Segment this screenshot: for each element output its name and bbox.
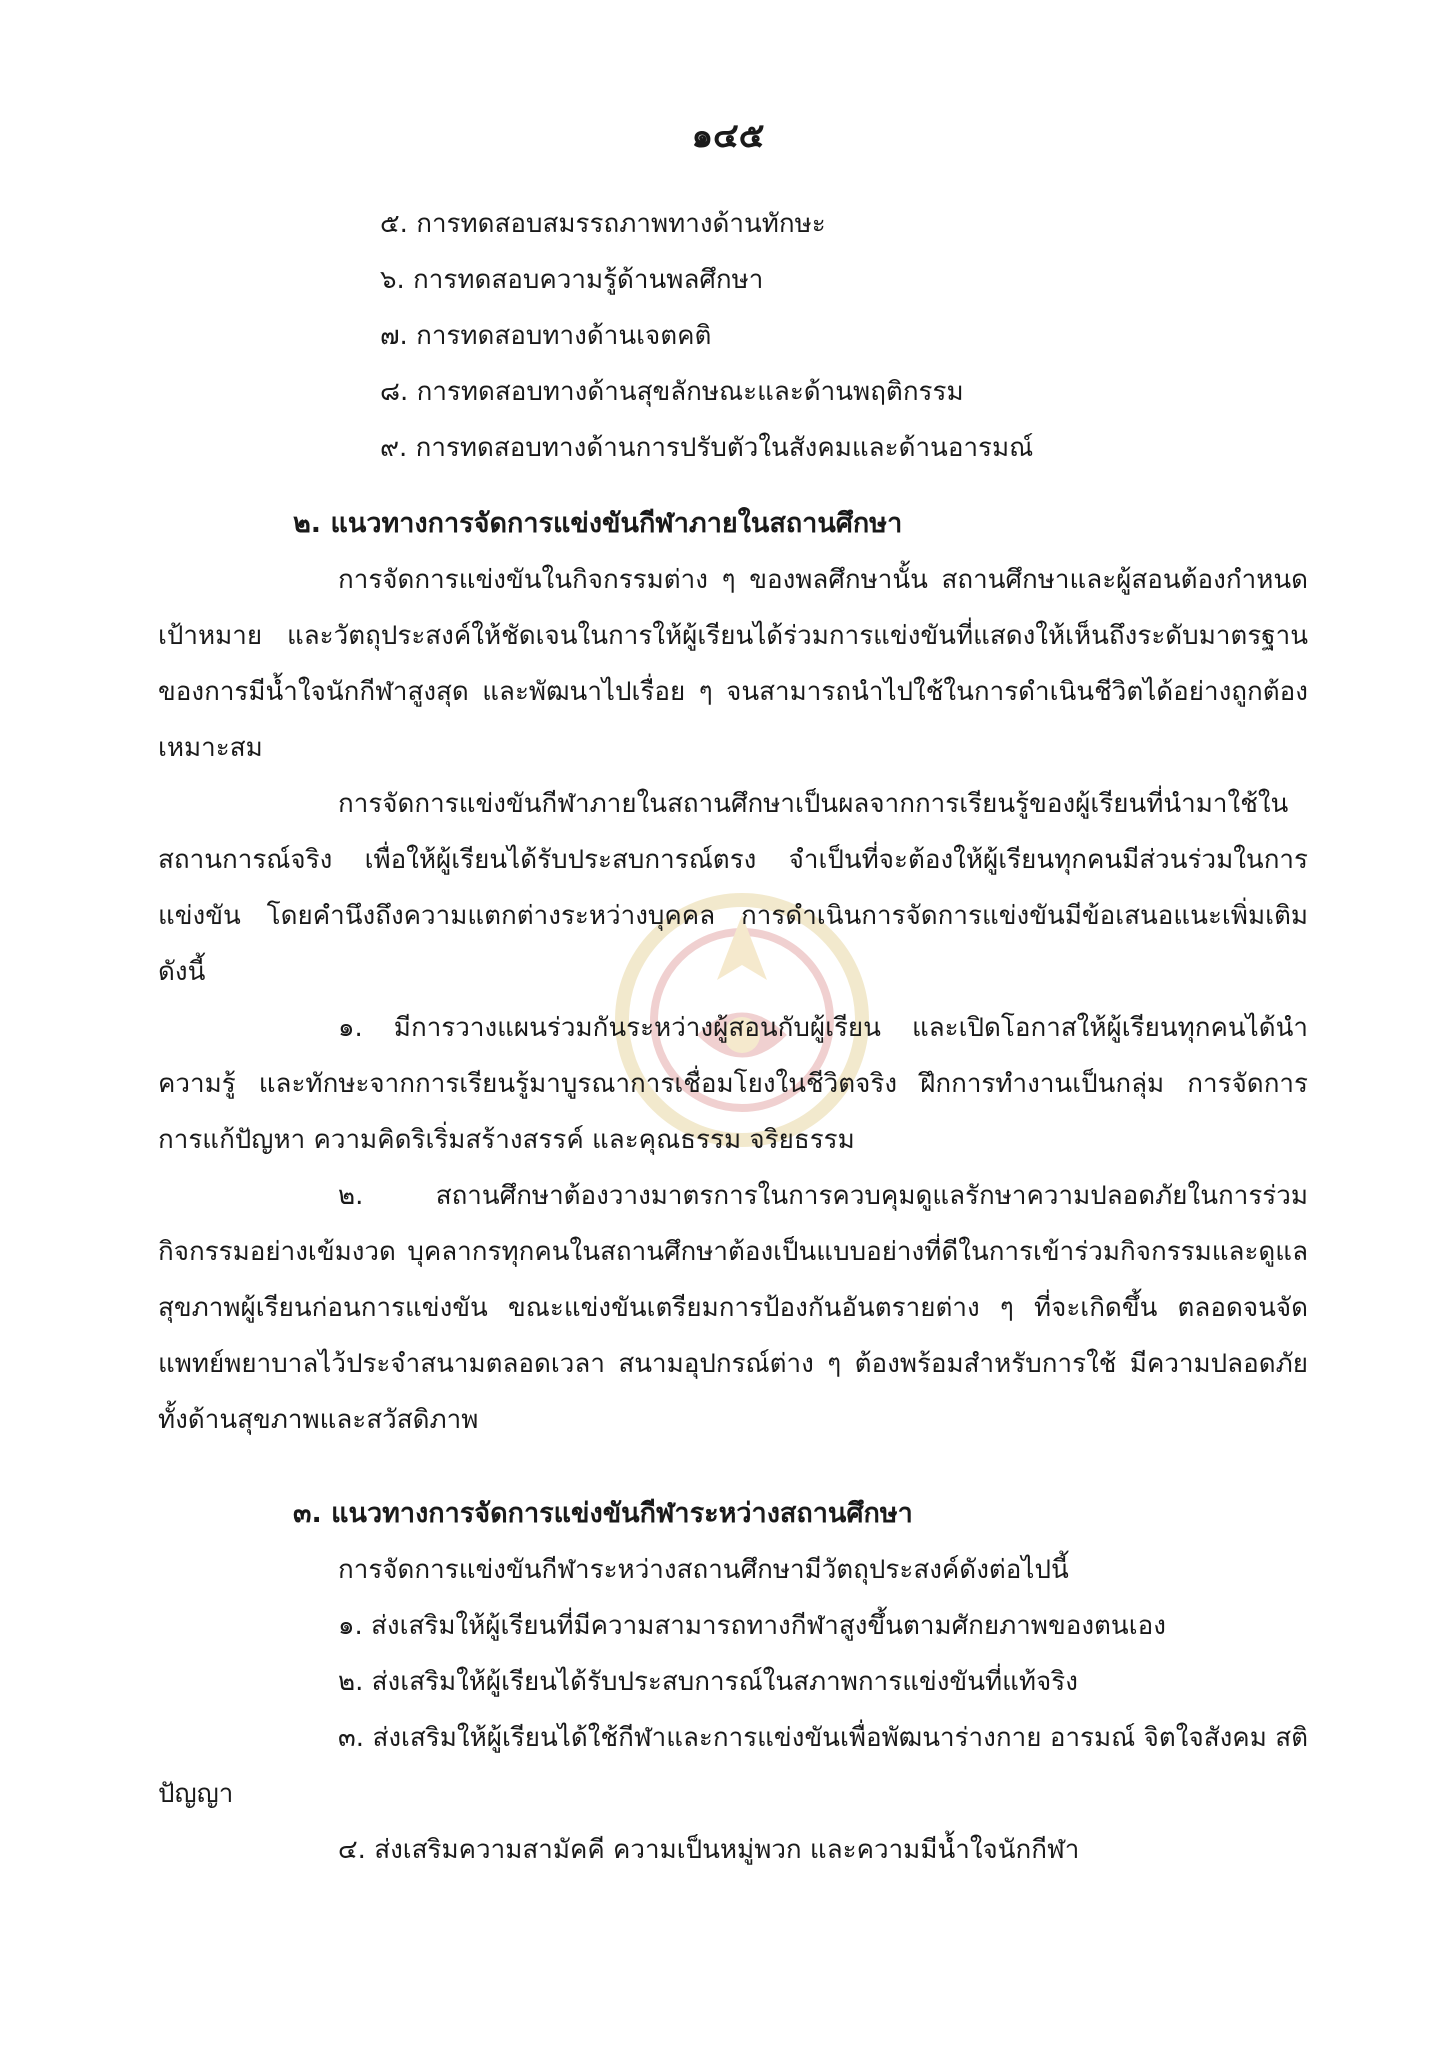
- numbered-paragraph: ๔. ส่งเสริมความสามัคคี ความเป็นหมู่พวก และความมีน้ำใจนักกีฬา: [338, 1835, 1080, 1865]
- numbered-paragraph: ๒. ส่งเสริมให้ผู้เรียนได้รับประสบการณ์ในสภาพการแข่งขันที่แท้จริง: [338, 1667, 1078, 1697]
- document-body: [158, 196, 1308, 1878]
- list-item: ๗. การทดสอบทางด้านเจตคติ: [380, 321, 712, 351]
- list-item: ๖. การทดสอบความรู้ด้านพลศึกษา: [380, 265, 764, 295]
- section-heading: ๒. แนวทางการจัดการแข่งขันกีฬาภายในสถานศึกษา: [293, 508, 903, 539]
- list-item: ๕. การทดสอบสมรรถภาพทางด้านทักษะ: [380, 209, 826, 239]
- numbered-paragraph: ๓. ส่งเสริมให้ผู้เรียนได้ใช้กีฬาและการแข่งขันเพื่อพัฒนาร่างกาย อารมณ์ จิตใจสังคม สติปัญญา: [158, 1723, 1308, 1809]
- paragraph: การจัดการแข่งขันในกิจกรรมต่าง ๆ ของพลศึกษานั้น สถานศึกษาและผู้สอนต้องกำหนดเป้าหมาย และวัตถุประสงค์ให้ชัดเจนในการให้ผู้เรียนได้ร่วมการแข่งขันที่แสดงให้เห็นถึงระดับมาตรฐานของการมีน้ำใจนักกีฬาสูงสุด และพัฒนาไปเรื่อย ๆ จนสามารถนำไปใช้ในการดำเนินชีวิตได้อย่างถูกต้องเหมาะสม: [158, 565, 1308, 763]
- numbered-paragraph: ๑. มีการวางแผนร่วมกันระหว่างผู้สอนกับผู้เรียน และเปิดโอกาสให้ผู้เรียนทุกคนได้นำความรู้ และทักษะจากการเรียนรู้มาบูรณาการเชื่อมโยงในชีวิตจริง ฝึกการทำงานเป็นกลุ่ม การจัดการ การแก้ปัญหา ความคิดริเริ่มสร้างสรรค์ และคุณธรรม จริยธรรม: [158, 1013, 1308, 1155]
- numbered-paragraph: ๑. ส่งเสริมให้ผู้เรียนที่มีความสามารถทางกีฬาสูงขึ้นตามศักยภาพของตนเอง: [338, 1611, 1166, 1641]
- paragraph: การจัดการแข่งขันกีฬาระหว่างสถานศึกษามีวัตถุประสงค์ดังต่อไปนี้: [338, 1555, 1069, 1585]
- list-item: ๙. การทดสอบทางด้านการปรับตัวในสังคมและด้านอารมณ์: [380, 433, 1034, 463]
- page-number: ๑๔๕: [691, 116, 765, 156]
- numbered-paragraph: ๒. สถานศึกษาต้องวางมาตรการในการควบคุมดูแลรักษาความปลอดภัยในการร่วมกิจกรรมอย่างเข้มงวด บุคลากรทุกคนในสถานศึกษาต้องเป็นแบบอย่างที่ดีในการเข้าร่วมกิจกรรมและดูแลสุขภาพผู้เรียนก่อนการแข่งขัน ขณะแข่งขันเตรียมการป้องกันอันตรายต่าง ๆ ที่จะเกิดขึ้น ตลอดจนจัดแพทย์พยาบาลไว้ประจำสนามตลอดเวลา สนามอุปกรณ์ต่าง ๆ ต้องพร้อมสำหรับการใช้ มีความปลอดภัยทั้งด้านสุขภาพและสวัสดิภาพ: [158, 1181, 1308, 1435]
- section-heading: ๓. แนวทางการจัดการแข่งขันกีฬาระหว่างสถานศึกษา: [293, 1498, 913, 1529]
- paragraph: การจัดการแข่งขันกีฬาภายในสถานศึกษาเป็นผลจากการเรียนรู้ของผู้เรียนที่นำมาใช้ในสถานการณ์จริง เพื่อให้ผู้เรียนได้รับประสบการณ์ตรง จำเป็นที่จะต้องให้ผู้เรียนทุกคนมีส่วนร่วมในการแข่งขัน โดยคำนึงถึงความแตกต่างระหว่างบุคคล การดำเนินการจัดการแข่งขันมีข้อเสนอแนะเพิ่มเติมดังนี้: [158, 789, 1308, 987]
- list-item: ๘. การทดสอบทางด้านสุขลักษณะและด้านพฤติกรรม: [380, 377, 964, 407]
